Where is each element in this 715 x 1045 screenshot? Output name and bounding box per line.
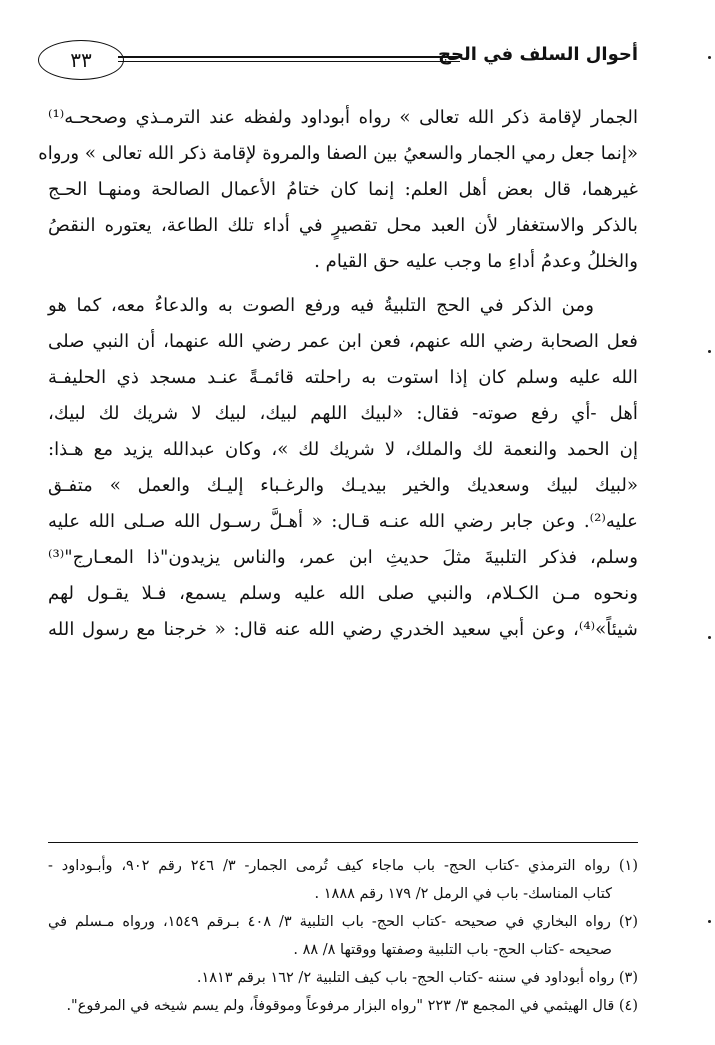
text-line: بالذكر والاستغفار لأن العبد محل تقصيرٍ في أداء تلك الطاعة، يعتوره النقصُ [48,215,638,236]
header-rule-thin [118,61,460,62]
footnote-divider [48,842,638,843]
header-rule [118,56,460,58]
text-line: عليه⁽²⁾. وعن جابر رضي الله عنـه قـال: « أهـلَّ رسـول الله صـلى الله عليه [48,511,638,532]
footnote-line: صحيحه -كتاب الحج- باب التلبية وصفتها ووقتها ٨/ ٨٨ . [293,942,612,958]
text-line: والخللُ وعدمُ أداءِ ما وجب عليه حق القيام . [314,251,638,272]
running-title: أحوال السلف في الحج [438,44,638,65]
footnote-line: (٤) قال الهيثمي في المجمع ٣/ ٢٢٣ "رواه البزار مرفوعاً وموقوفاً، ولم يسم شيخه في المرفوع". [66,998,638,1014]
text-line: وسلم، فذكر التلبيةَ مثلَ حديثِ ابن عمر، والناس يزيدون"ذا المعـارج"⁽³⁾ [48,547,638,568]
text-line: غيرهما، قال بعض أهل العلم: إنما كان ختامُ الأعمال الصالحة ومنهـا الحـج [48,179,638,200]
body-text [38,100,638,648]
footnote-line: (٣) رواه أبوداود في سننه -كتاب الحج- باب كيف التلبية ٢/ ١٦٢ برقم ١٨١٣. [196,970,638,986]
page-number: ٣٣ [38,40,124,80]
text-line: ونحوه مـن الكـلام، والنبي صلى الله عليه وسلم يسمع، فـلا يقـول لهم [48,583,638,604]
text-line: «لبيك لبيك وسعديك والخير بيديـك والرغـباء إليـك والعمل » متفـق [48,475,638,496]
text-line: إن الحمد والنعمة لك والملك، لا شريك لك »، وكان عبدالله يزيد مع هـذا: [48,439,638,460]
page-header [38,40,638,86]
text-line: أهل -أي رفع صوته- فقال: «لبيك اللهم لبيك، لبيك لا شريك لك لبيك، [48,403,638,424]
footnote-line: (١) رواه الترمذي -كتاب الحج- باب ماجاء كيف تُرمى الجمار- ٣/ ٢٤٦ رقم ٩٠٢، وأبـوداود - [48,858,638,874]
scan-mark [708,920,711,923]
text-line: الله عليه وسلم كان إذا استوت به راحلته قائمـةً عنـد مسجد ذي الحليفـة [48,367,638,388]
text-line: الجمار لإقامة ذكر الله تعالى » رواه أبوداود ولفظه عند الترمـذي وصححـه⁽¹⁾ [48,107,638,128]
text-line: «إنما جعل رمي الجمار والسعيُ بين الصفا والمروة لإقامة ذكر الله تعالى » ورواه [38,143,638,164]
footnote-line: (٢) رواه البخاري في صحيحه -كتاب الحج- باب التلبية ٣/ ٤٠٨ بـرقم ١٥٤٩، ورواه مـسلم في [48,914,638,930]
text-line: شيئاً»⁽⁴⁾، وعن أبي سعيد الخدري رضي الله عنه قال: « خرجنا مع رسول الله [48,619,638,640]
footnotes [48,852,638,1020]
text-line: فعل الصحابة رضي الله عنهم، فعن ابن عمر رضي الله عنهما، أن النبي صلى [48,331,638,352]
footnote-line: كتاب المناسك- باب في الرمل ٢/ ١٧٩ رقم ١٨٨٨ . [314,886,612,902]
scan-mark [708,636,711,639]
scan-mark [708,56,711,59]
scan-mark [708,350,711,353]
text-line: ومن الذكر في الحج التلبيةُ فيه ورفع الصوت به والدعاءُ معه، كما هو [48,295,594,316]
